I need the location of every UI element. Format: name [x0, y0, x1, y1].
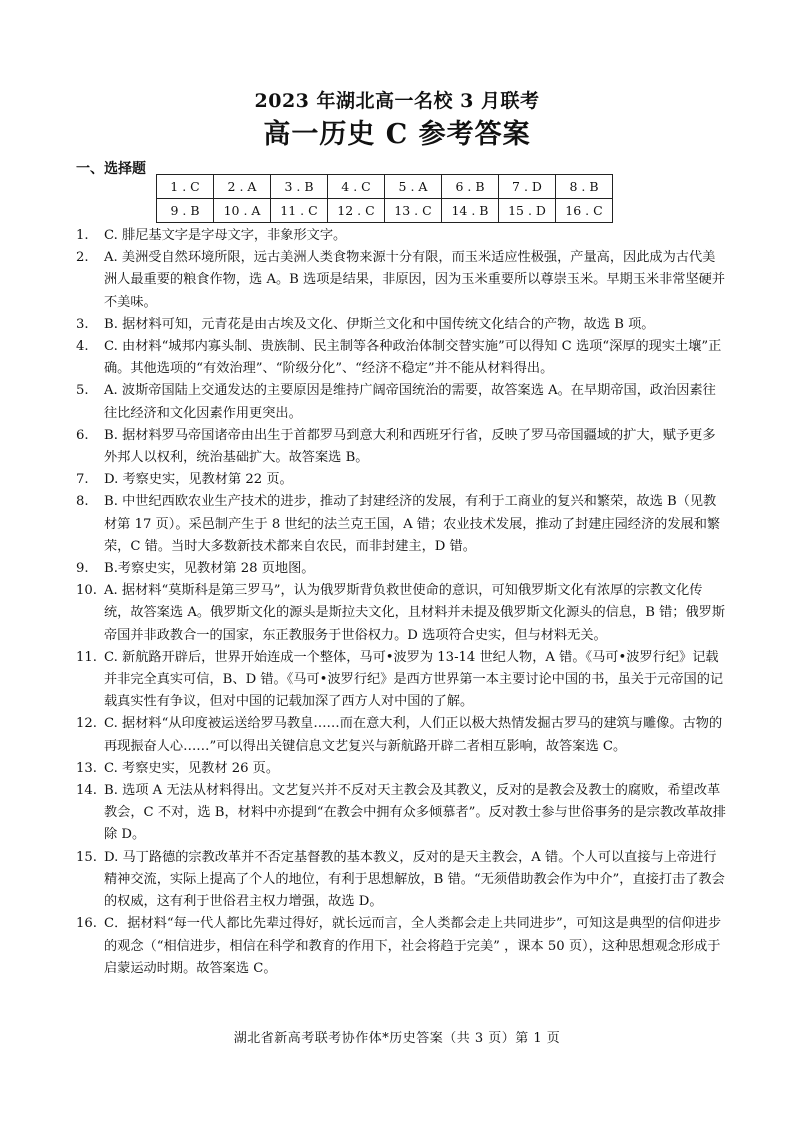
explanation-item	[76, 336, 726, 380]
item-text: A. 据材料“莫斯科是第三罗马”，认为俄罗斯背负救世使命的意识，可知俄罗斯文化有浓厚的宗教文化传统，故答案选 A。俄罗斯文化的源头是斯拉夫文化，且材料并未提及俄罗斯文化源头的信息，B 错；俄罗斯帝国并非政教合一的国家，东正教服务于世俗权力。D 选项符合史实，但与材料无关。	[104, 583, 726, 643]
explanation-item	[76, 425, 726, 469]
item-number: 3.	[76, 316, 89, 332]
item-text: C. 新航路开辟后，世界开始连成一个整体，马可•波罗为 13-14 世纪人物，A 错。《马可•波罗行纪》记载并非完全真实可信，B、D 错。《马可•波罗行纪》是西方世界第一本主要讨论中国的书，虽关于元帝国的记载真实性有争议，但对中国的记载加深了西方人对中国的了解。	[104, 649, 724, 710]
item-number: 4.	[76, 339, 89, 355]
answer-cell: 3 . B	[271, 175, 328, 199]
exam-title: 2023 年湖北高一名校 3 月联考	[254, 90, 540, 112]
explanation-item	[76, 780, 726, 847]
item-text: B. 据材料可知，元青花是由古埃及文化、伊斯兰文化和中国传统文化结合的产物，故选 B 项。	[104, 316, 655, 332]
answer-key-title: 高一历史 C 参考答案	[263, 119, 531, 150]
answer-cell: 13 . C	[385, 199, 442, 223]
answer-cell: 15 . D	[499, 199, 556, 223]
item-number: 10.	[76, 583, 97, 599]
explanation-item	[76, 469, 726, 491]
item-text: C．据材料“每一代人都比先辈过得好，就长远而言，全人类都会走上共同进步”，可知这是典型的信仰进步的观念（“相信进步，相信在科学和教育的作用下，社会将趋于完美” ，课本 50 页），这种思想观念形成于启蒙运动时期。故答案选 C。	[104, 916, 722, 976]
answer-table	[156, 174, 613, 223]
answer-cell: 6 . B	[442, 175, 499, 199]
answer-cell: 7 . D	[499, 175, 556, 199]
explanation-item	[76, 491, 726, 558]
item-number: 15.	[76, 849, 97, 865]
answer-row	[157, 199, 613, 223]
answer-cell: 2 . A	[214, 175, 271, 199]
page-footer: 湖北省新高考联考协作体*历史答案（共 3 页）第 1 页	[233, 1031, 561, 1046]
explanation-item	[76, 913, 726, 980]
explanation-item	[76, 558, 726, 580]
explanation-item	[76, 380, 726, 424]
explanation-item	[76, 225, 726, 247]
item-number: 7.	[76, 472, 89, 488]
item-number: 9.	[76, 561, 89, 577]
item-text: B.考察史实，见教材第 28 页地图。	[104, 561, 315, 577]
answer-cell: 9 . B	[157, 199, 214, 223]
item-number: 8.	[76, 494, 89, 510]
item-number: 13.	[76, 760, 97, 776]
item-text: C. 据材料“从印度被运送给罗马教皇……而在意大利，人们正以极大热情发掘古罗马的建筑与雕像。古物的再现振奋人心……”可以得出关键信息文艺复兴与新航路开辟二者相互影响，故答案选 C。	[104, 716, 723, 754]
item-text: C. 考察史实，见教材 26 页。	[104, 760, 280, 776]
explanation-item	[76, 847, 726, 914]
explanation-item	[76, 758, 726, 780]
answer-cell: 11 . C	[271, 199, 328, 223]
item-number: 11.	[76, 649, 97, 665]
answer-cell: 4 . C	[328, 175, 385, 199]
section-title: 一、选择题	[76, 161, 146, 177]
item-number: 12.	[76, 716, 97, 732]
explanation-item	[76, 713, 726, 757]
item-number: 1.	[76, 228, 89, 243]
explanation-list	[76, 225, 726, 980]
explanation-item	[76, 580, 726, 647]
item-text: A. 美洲受自然环境所限，远古美洲人类食物来源十分有限，而玉米适应性极强，产量高，因此成为古代美洲人最重要的粮食作物，选 A。B 选项是结果，非原因，因为玉米重要所以尊崇玉米。早期玉米非常坚硬并不美味。	[104, 250, 726, 310]
item-number: 5.	[76, 383, 89, 399]
item-text: A. 波斯帝国陆上交通发达的主要原因是维持广阔帝国统治的需要，故答案选 A。在早期帝国，政治因素往往比经济和文化因素作用更突出。	[104, 383, 716, 421]
item-text: D. 马丁路德的宗教改革并不否定基督教的基本教义，反对的是天主教会，A 错。个人可以直接与上帝进行精神交流，实际上提高了个人的地位，有利于思想解放，B 错。“无须借助教会作为中介”，直接打击了教会的权威，这有利于世俗君主权力增强，故选 D。	[104, 849, 725, 910]
item-text: D. 考察史实，见教材第 22 页。	[104, 472, 293, 488]
answer-cell: 14 . B	[442, 199, 499, 223]
item-text: B. 选项 A 无法从材料得出。文艺复兴并不反对天主教会及其教义，反对的是教会及教士的腐败，希望改革教会，C 不对，选 B，材料中亦提到“在教会中拥有众多倾慕者”。反对教士参与世俗事务的是宗教改革故排除 D。	[104, 783, 726, 843]
item-text: C. 由材料“城邦内寡头制、贵族制、民主制等各种政治体制交替实施”可以得知 C 选项“深厚的现实土壤”正确。其他选项的“有效治理”、“阶级分化”、“经济不稳定”并不能从材料得出。	[104, 339, 722, 377]
answer-cell: 12 . C	[328, 199, 385, 223]
answer-cell: 1 . C	[157, 175, 214, 199]
answer-cell: 16 . C	[556, 199, 613, 223]
answer-cell: 10 . A	[214, 199, 271, 223]
answer-cell: 5 . A	[385, 175, 442, 199]
item-number: 2.	[76, 250, 89, 266]
item-text: C. 腓尼基文字是字母文字，非象形文字。	[104, 228, 347, 243]
item-text: B. 据材料罗马帝国诸帝由出生于首都罗马到意大利和西班牙行省，反映了罗马帝国疆域的扩大，赋予更多外邦人以权利，统治基础扩大。故答案选 B。	[104, 427, 716, 466]
explanation-item	[76, 647, 726, 714]
explanation-item	[76, 314, 726, 336]
item-number: 16.	[76, 916, 97, 932]
item-text: B. 中世纪西欧农业生产技术的进步，推动了封建经济的发展，有利于工商业的复兴和繁荣，故选 B（见教材第 17 页）。采邑制产生于 8 世纪的法兰克王国，A 错；农业技术发展，推动了封建庄园经济的发展和繁荣，C 错。当时大多数新技术都来自农民，而非封建主，D 错。	[104, 494, 721, 554]
explanation-item	[76, 247, 726, 314]
answer-row	[157, 175, 613, 199]
item-number: 14.	[76, 783, 97, 799]
item-number: 6.	[76, 427, 89, 443]
answer-cell: 8 . B	[556, 175, 613, 199]
